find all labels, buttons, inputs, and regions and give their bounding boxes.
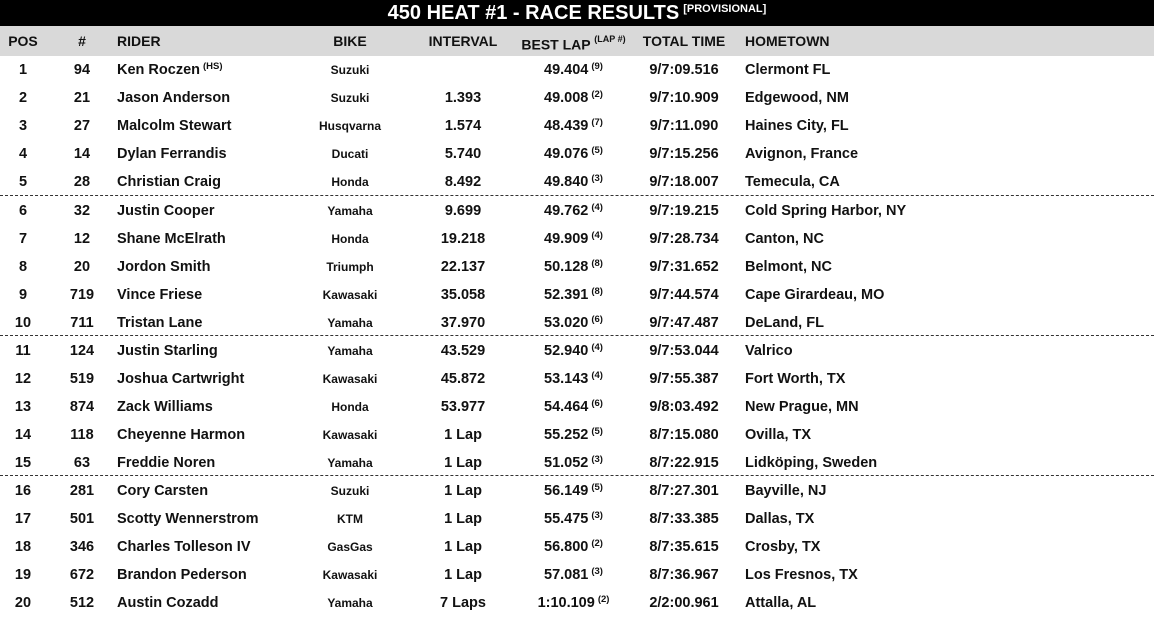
cell-best-lap	[516, 337, 631, 365]
cell-total-time: 9/7:15.256	[649, 146, 719, 162]
cell-bike: KTM	[337, 512, 363, 526]
cell-rider	[117, 197, 317, 225]
cell-hometown: Temecula, CA	[745, 174, 840, 190]
cell-best-lap	[516, 281, 631, 309]
table-row	[0, 449, 1154, 477]
cell-number: 501	[69, 511, 95, 527]
cell-pos: 20	[14, 595, 32, 611]
cell-interval: 1 Lap	[444, 567, 482, 583]
cell-rider	[117, 112, 317, 140]
cell-hometown: Haines City, FL	[745, 118, 849, 134]
cell-number: 32	[73, 203, 91, 219]
cell-hometown: Clermont FL	[745, 62, 831, 78]
cell-pos: 8	[18, 259, 28, 275]
cell-interval: 1 Lap	[444, 427, 482, 443]
cell-hometown: Cold Spring Harbor, NY	[745, 203, 907, 219]
cell-best-lap	[516, 140, 631, 168]
cell-pos: 4	[18, 146, 28, 162]
cell-interval: 43.529	[440, 343, 486, 359]
cell-total-time: 8/7:33.385	[649, 511, 719, 527]
table-header	[0, 26, 1154, 56]
cell-number: 12	[73, 231, 91, 247]
best-lap-number: (7)	[591, 117, 603, 128]
table-row	[0, 84, 1154, 112]
best-lap-number: (2)	[591, 89, 603, 100]
cell-pos: 15	[14, 455, 32, 471]
cell-best-lap	[516, 168, 631, 196]
rider-name: Justin Starling	[117, 343, 218, 359]
cell-number: 672	[69, 567, 95, 583]
best-lap-time: 55.252	[544, 427, 589, 443]
cell-total-time: 9/7:18.007	[649, 174, 719, 190]
cell-number: 21	[73, 90, 91, 106]
best-lap-number: (2)	[591, 538, 603, 549]
best-lap-number: (5)	[591, 426, 603, 437]
cell-rider	[117, 337, 317, 365]
cell-bike: Yamaha	[327, 204, 373, 218]
cell-total-time: 8/7:36.967	[649, 567, 719, 583]
best-lap-number: (6)	[591, 314, 603, 325]
cell-total-time: 9/7:47.487	[649, 315, 719, 331]
cell-bike: Honda	[331, 175, 369, 189]
best-lap-number: (8)	[591, 258, 603, 269]
cell-bike: Yamaha	[327, 316, 373, 330]
cell-total-time: 8/7:15.080	[649, 427, 719, 443]
header-number: #	[78, 33, 86, 49]
cell-bike: Kawasaki	[322, 568, 378, 582]
cell-total-time: 9/7:53.044	[649, 343, 719, 359]
cell-hometown: Bayville, NJ	[745, 483, 827, 499]
cell-number: 27	[73, 118, 91, 134]
rider-name: Vince Friese	[117, 287, 203, 303]
cell-hometown: Cape Girardeau, MO	[745, 287, 885, 303]
table-row	[0, 281, 1154, 309]
cell-number: 14	[73, 146, 91, 162]
cell-best-lap	[516, 421, 631, 449]
table-row	[0, 225, 1154, 253]
rider-name: Dylan Ferrandis	[117, 146, 227, 162]
cell-pos: 5	[18, 174, 28, 190]
best-lap-time: 49.762	[544, 203, 589, 219]
rider-name: Joshua Cartwright	[117, 371, 245, 387]
cell-rider	[117, 84, 317, 112]
table-row	[0, 393, 1154, 421]
rider-name: Ken Roczen	[117, 62, 200, 78]
cell-best-lap	[516, 253, 631, 281]
cell-interval: 45.872	[440, 371, 486, 387]
cell-rider	[117, 533, 317, 561]
best-lap-time: 52.391	[544, 287, 589, 303]
cell-pos: 12	[14, 371, 32, 387]
cell-best-lap	[516, 505, 631, 533]
best-lap-time: 56.800	[544, 539, 589, 555]
cell-rider	[117, 253, 317, 281]
best-lap-number: (9)	[591, 61, 603, 72]
cell-rider	[117, 140, 317, 168]
cell-interval: 1 Lap	[444, 483, 482, 499]
best-lap-number: (3)	[591, 566, 603, 577]
cell-total-time: 9/7:55.387	[649, 371, 719, 387]
cell-hometown: Valrico	[745, 343, 793, 359]
cell-total-time: 9/8:03.492	[649, 399, 719, 415]
header-pos: POS	[8, 33, 38, 49]
cell-number: 719	[69, 287, 95, 303]
rider-name: Christian Craig	[117, 174, 221, 190]
cell-interval: 37.970	[440, 315, 486, 331]
header-bike: BIKE	[333, 33, 367, 49]
cell-hometown: Dallas, TX	[745, 511, 815, 527]
cell-interval: 9.699	[444, 203, 482, 219]
table-row	[0, 337, 1154, 365]
cell-number: 874	[69, 399, 95, 415]
cell-bike: Yamaha	[327, 344, 373, 358]
cell-interval: 1.574	[444, 118, 482, 134]
cell-hometown: Canton, NC	[745, 231, 824, 247]
best-lap-time: 1:10.109	[537, 595, 595, 611]
best-lap-time: 49.909	[544, 231, 589, 247]
cell-pos: 14	[14, 427, 32, 443]
cell-pos: 1	[18, 62, 28, 78]
table-row	[0, 365, 1154, 393]
cell-bike: Kawasaki	[322, 428, 378, 442]
header-best-lap	[516, 26, 631, 60]
cell-hometown: DeLand, FL	[745, 315, 824, 331]
cell-pos: 7	[18, 231, 28, 247]
cell-bike: Husqvarna	[318, 119, 382, 133]
cell-bike: Suzuki	[330, 63, 370, 77]
cell-bike: Kawasaki	[322, 288, 378, 302]
cell-best-lap	[516, 309, 631, 337]
cell-bike: Yamaha	[327, 456, 373, 470]
cell-hometown: Belmont, NC	[745, 259, 832, 275]
cell-number: 63	[73, 455, 91, 471]
best-lap-number: (4)	[591, 202, 603, 213]
best-lap-time: 49.076	[544, 146, 589, 162]
table-row	[0, 253, 1154, 281]
cell-rider	[117, 393, 317, 421]
cell-interval: 1 Lap	[444, 455, 482, 471]
rider-name: Brandon Pederson	[117, 567, 247, 583]
cell-rider	[117, 505, 317, 533]
cell-pos: 3	[18, 118, 28, 134]
cell-best-lap	[516, 84, 631, 112]
best-lap-number: (3)	[591, 510, 603, 521]
table-row	[0, 56, 1154, 84]
best-lap-time: 49.008	[544, 90, 589, 106]
rider-name: Austin Cozadd	[117, 595, 219, 611]
cell-interval: 8.492	[444, 174, 482, 190]
cell-hometown: Attalla, AL	[745, 595, 817, 611]
best-lap-time: 57.081	[544, 567, 589, 583]
cell-rider	[117, 561, 317, 589]
best-lap-number: (4)	[591, 230, 603, 241]
cell-best-lap	[516, 225, 631, 253]
best-lap-number: (5)	[591, 482, 603, 493]
cell-interval: 5.740	[444, 146, 482, 162]
rider-name: Cory Carsten	[117, 483, 209, 499]
cell-number: 124	[69, 343, 95, 359]
header-total-time: TOTAL TIME	[642, 33, 726, 49]
cell-hometown: Fort Worth, TX	[745, 371, 846, 387]
cell-pos: 18	[14, 539, 32, 555]
cell-best-lap	[516, 477, 631, 505]
cell-number: 711	[70, 315, 94, 331]
best-lap-time: 54.464	[544, 399, 589, 415]
cell-bike: Kawasaki	[322, 372, 378, 386]
cell-best-lap	[516, 112, 631, 140]
cell-bike: Honda	[331, 400, 369, 414]
cell-best-lap	[516, 197, 631, 225]
cell-pos: 9	[18, 287, 28, 303]
title-status: [PROVISIONAL]	[683, 3, 767, 15]
cell-interval: 7 Laps	[440, 595, 486, 611]
cell-rider	[117, 225, 317, 253]
cell-rider	[117, 365, 317, 393]
cell-bike: Suzuki	[330, 91, 370, 105]
cell-number: 346	[69, 539, 95, 555]
rider-name: Jordon Smith	[117, 259, 211, 275]
cell-bike: Honda	[331, 232, 369, 246]
cell-pos: 10	[14, 315, 32, 331]
cell-number: 519	[69, 371, 95, 387]
cell-rider	[117, 589, 317, 617]
best-lap-number: (3)	[591, 454, 603, 465]
best-lap-time: 56.149	[544, 483, 589, 499]
table-row	[0, 168, 1154, 196]
cell-rider	[117, 421, 317, 449]
rider-name: Freddie Noren	[117, 455, 216, 471]
best-lap-time: 55.475	[544, 511, 589, 527]
best-lap-time: 49.404	[544, 62, 589, 78]
cell-pos: 17	[14, 511, 32, 527]
best-lap-time: 48.439	[544, 118, 589, 134]
rider-name: Cheyenne Harmon	[117, 427, 246, 443]
cell-best-lap	[516, 393, 631, 421]
cell-total-time: 2/2:00.961	[649, 595, 719, 611]
cell-hometown: Ovilla, TX	[745, 427, 812, 443]
cell-number: 281	[69, 483, 95, 499]
cell-best-lap	[516, 365, 631, 393]
header-interval: INTERVAL	[428, 33, 498, 49]
page-title	[0, 0, 1154, 26]
cell-best-lap	[516, 449, 631, 477]
best-lap-time: 50.128	[544, 259, 589, 275]
rider-name: Scotty Wennerstrom	[117, 511, 259, 527]
rider-flag: (HS)	[203, 61, 223, 72]
cell-total-time: 9/7:09.516	[649, 62, 719, 78]
title-text: 450 HEAT #1 - RACE RESULTS	[387, 2, 680, 24]
cell-total-time: 8/7:27.301	[649, 483, 719, 499]
cell-hometown: Edgewood, NM	[745, 90, 849, 106]
rider-name: Shane McElrath	[117, 231, 226, 247]
cell-total-time: 9/7:28.734	[649, 231, 719, 247]
best-lap-number: (4)	[591, 342, 603, 353]
cell-hometown: Lidköping, Sweden	[745, 455, 878, 471]
cell-interval: 35.058	[440, 287, 486, 303]
best-lap-number: (6)	[591, 398, 603, 409]
table-row	[0, 477, 1154, 505]
cell-hometown: Crosby, TX	[745, 539, 821, 555]
header-hometown: HOMETOWN	[745, 33, 830, 49]
best-lap-number: (4)	[591, 370, 603, 381]
cell-total-time: 8/7:22.915	[649, 455, 719, 471]
best-lap-number: (8)	[591, 286, 603, 297]
cell-number: 28	[73, 174, 91, 190]
rider-name: Justin Cooper	[117, 203, 215, 219]
table-row	[0, 197, 1154, 225]
header-best-lap-label: BEST LAP	[521, 36, 591, 53]
best-lap-number: (5)	[591, 145, 603, 156]
cell-bike: GasGas	[327, 540, 373, 554]
cell-rider	[117, 281, 317, 309]
table-row	[0, 309, 1154, 337]
header-best-lap-sup: (LAP #)	[594, 34, 626, 44]
cell-best-lap	[516, 533, 631, 561]
cell-pos: 6	[18, 203, 28, 219]
cell-best-lap	[516, 561, 631, 589]
cell-number: 118	[70, 427, 94, 443]
cell-total-time: 9/7:31.652	[649, 259, 719, 275]
cell-number: 512	[69, 595, 95, 611]
rider-name: Malcolm Stewart	[117, 118, 232, 134]
best-lap-time: 51.052	[544, 455, 589, 471]
table-row	[0, 421, 1154, 449]
cell-total-time: 9/7:19.215	[649, 203, 719, 219]
cell-bike: Suzuki	[330, 484, 370, 498]
best-lap-number: (2)	[597, 594, 610, 605]
header-rider: RIDER	[117, 33, 161, 49]
rider-name: Jason Anderson	[117, 90, 231, 106]
cell-pos: 19	[14, 567, 32, 583]
cell-interval: 1.393	[444, 90, 482, 106]
cell-hometown: New Prague, MN	[745, 399, 859, 415]
cell-interval: 1 Lap	[444, 511, 482, 527]
cell-total-time: 8/7:35.615	[649, 539, 719, 555]
cell-interval: 53.977	[440, 399, 486, 415]
rider-name: Tristan Lane	[117, 315, 203, 331]
cell-best-lap	[516, 56, 631, 84]
cell-interval: 1 Lap	[444, 539, 482, 555]
cell-hometown: Avignon, France	[745, 146, 859, 162]
cell-interval: 22.137	[440, 259, 486, 275]
cell-pos: 2	[18, 90, 28, 106]
cell-rider	[117, 56, 317, 84]
rider-name: Zack Williams	[117, 399, 213, 415]
cell-rider	[117, 168, 317, 196]
table-row	[0, 505, 1154, 533]
best-lap-time: 49.840	[544, 174, 589, 190]
cell-total-time: 9/7:44.574	[649, 287, 719, 303]
rider-name: Charles Tolleson IV	[117, 539, 251, 555]
table-row	[0, 589, 1154, 617]
cell-hometown: Los Fresnos, TX	[745, 567, 858, 583]
cell-number: 94	[73, 62, 91, 78]
cell-pos: 16	[14, 483, 32, 499]
table-row	[0, 533, 1154, 561]
cell-pos: 13	[14, 399, 32, 415]
cell-interval: 19.218	[440, 231, 486, 247]
cell-rider	[117, 309, 317, 337]
cell-total-time: 9/7:10.909	[649, 90, 719, 106]
cell-rider	[117, 477, 317, 505]
best-lap-time: 52.940	[544, 343, 589, 359]
best-lap-number: (3)	[591, 173, 603, 184]
table-row	[0, 112, 1154, 140]
cell-total-time: 9/7:11.090	[649, 118, 719, 134]
cell-number: 20	[73, 259, 91, 275]
cell-bike: Ducati	[331, 147, 369, 161]
table-row	[0, 561, 1154, 589]
cell-pos: 11	[15, 343, 31, 359]
best-lap-time: 53.020	[544, 315, 589, 331]
cell-best-lap	[516, 589, 631, 617]
cell-rider	[117, 449, 317, 477]
cell-bike: Yamaha	[327, 596, 373, 610]
cell-bike: Triumph	[326, 260, 374, 274]
best-lap-time: 53.143	[544, 371, 589, 387]
table-row	[0, 140, 1154, 168]
